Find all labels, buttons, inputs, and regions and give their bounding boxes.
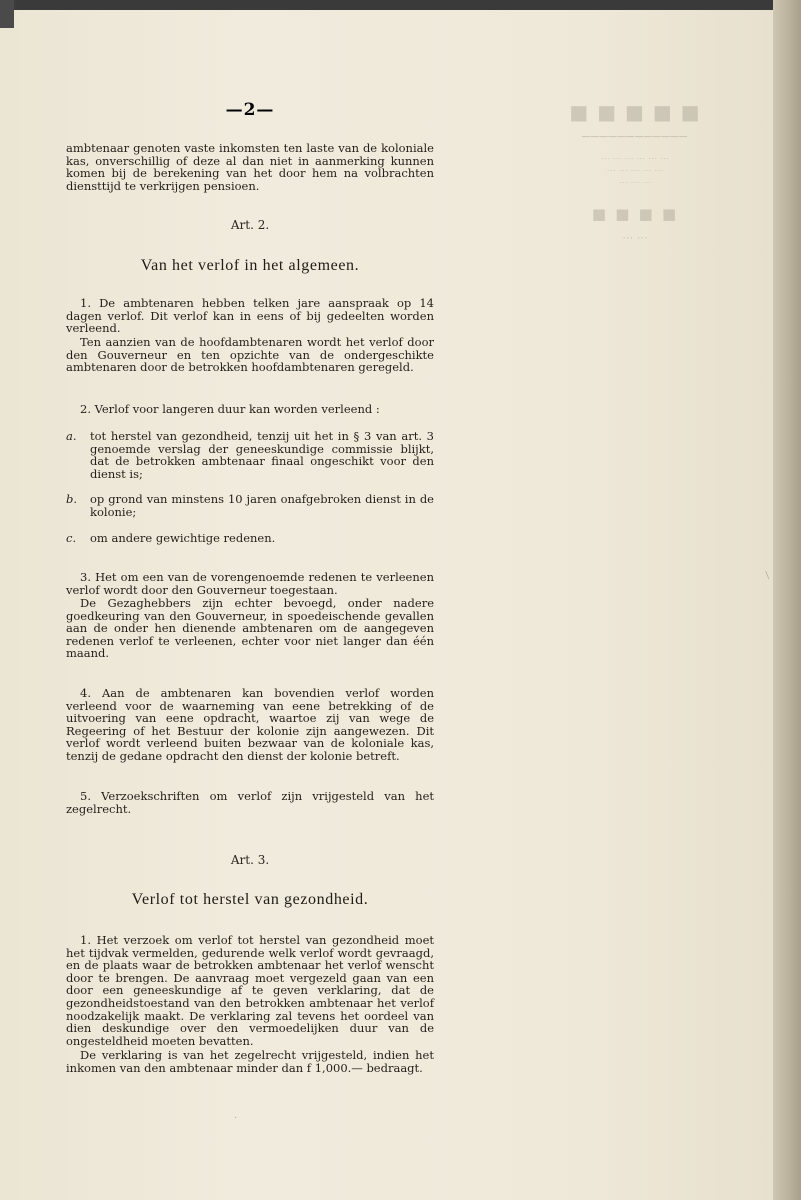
art2-paragraph-5: 5. Verzoekschriften om verlof zijn vrijgesteld van het zegelrecht. bbox=[66, 789, 434, 816]
list-letter: c. bbox=[66, 531, 77, 545]
list-item-text: op grond van minstens 10 jaren onafgebroken dienst in de kolonie; bbox=[90, 492, 434, 519]
article-3-label: Art. 3. bbox=[230, 853, 270, 867]
article-2-label: Art. 2. bbox=[230, 218, 270, 232]
scan-border-top bbox=[0, 0, 801, 10]
article-2-heading: Van het verlof in het algemeen. bbox=[140, 257, 360, 274]
list-item-text: om andere gewichtige redenen. bbox=[90, 531, 276, 545]
art2-paragraph-2: 2. Verlof voor langeren duur kan worden verleend : bbox=[80, 402, 380, 416]
list-letter: b. bbox=[66, 492, 78, 506]
list-letter: a. bbox=[66, 429, 77, 443]
art2-paragraph-3b: De Gezaghebbers zijn echter bevoegd, onder nadere goedkeuring van den Gouverneur, in spoedeischende gevallen aan de onder hen dienende ambtenaren om de aangegeven redenen verlof te verleenen, echter voor niet langer dan één maand. bbox=[66, 596, 434, 661]
art2-paragraph-3: 3. Het om een van de vorengenoemde redenen te verleenen verlof wordt door den Gouverneur toegestaan. bbox=[66, 570, 434, 597]
list-item-c bbox=[66, 532, 434, 545]
art2-paragraph-4: 4. Aan de ambtenaren kan bovendien verlof worden verleend voor de waarneming van eene betrekking of de uitvoering van eene opdracht, waartoe zij van wege de Regeering of het Bestuur der kolonie zijn aangewezen. Dit verlof wordt verleend buiten bezwaar van de koloniale kas, tenzij de gedane opdracht den dienst der kolonie betreft. bbox=[66, 686, 434, 763]
paper-speck: . bbox=[234, 1110, 238, 1121]
intro-paragraph: ambtenaar genoten vaste inkomsten ten laste van de koloniale kas, onverschillig of deze al dan niet in aanmerking kunnen komen bij de berekening van het door hem na volbrachten diensttijd te verkrijgen pensioen. bbox=[66, 141, 434, 193]
paper-speck: / bbox=[762, 570, 773, 581]
page-spine-edge bbox=[773, 0, 801, 1200]
art3-paragraph-1: 1. Het verzoek om verlof tot herstel van gezondheid moet het tijdvak vermelden, gedurende welk verlof wordt gevraagd, en de plaats waar de betrokken ambtenaar het verlof wenscht door te brengen. De aanvraag moet vergezeld gaan van een door een geneeskundige af te geven verklaring, dat de gezondheidstoestand van den betrokken ambtenaar het verlof noodzakelijk maakt. De verklaring zal tevens het oordeel van dien deskundige over den vermoedelijken duur van de ongesteldheid moeten bevatten. bbox=[66, 933, 434, 1048]
list-item-a bbox=[66, 430, 434, 480]
list-item-text: tot herstel van gezondheid, tenzij uit het in § 3 van art. 3 genoemde verslag der geneeskundige commissie blijkt, dat de betrokken ambtenaar finaal ongeschikt voor den dienst is; bbox=[90, 429, 434, 481]
list-item-b bbox=[66, 493, 434, 518]
page-number: —2— bbox=[225, 100, 275, 120]
show-through-bleed: ■ ■ ■ ■ ■ ──────────── ⋯ ⋯ ⋯ ⋯ ⋯ ⋯ ⋯ ⋯ ⋯ ⋯ ⋯ ⋯ ⋯ ⋯ ■ ■ ■ ■ ⋯ ⋯ bbox=[569, 100, 701, 244]
scan-border-corner bbox=[0, 0, 14, 28]
art3-paragraph-1b: De verklaring is van het zegelrecht vrijgesteld, indien het inkomen van den ambtenaar minder dan f 1,000.— bedraagt. bbox=[66, 1048, 434, 1075]
art2-paragraph-1b: Ten aanzien van de hoofdambtenaren wordt het verlof door den Gouverneur en ten opzichte van de ondergeschikte ambtenaren door de betrokken hoofdambtenaren geregeld. bbox=[66, 335, 434, 375]
art2-paragraph-1: 1. De ambtenaren hebben telken jare aanspraak op 14 dagen verlof. Dit verlof kan in eens of bij gedeelten worden verleend. bbox=[66, 296, 434, 336]
article-3-heading: Verlof tot herstel van gezondheid. bbox=[131, 891, 369, 908]
